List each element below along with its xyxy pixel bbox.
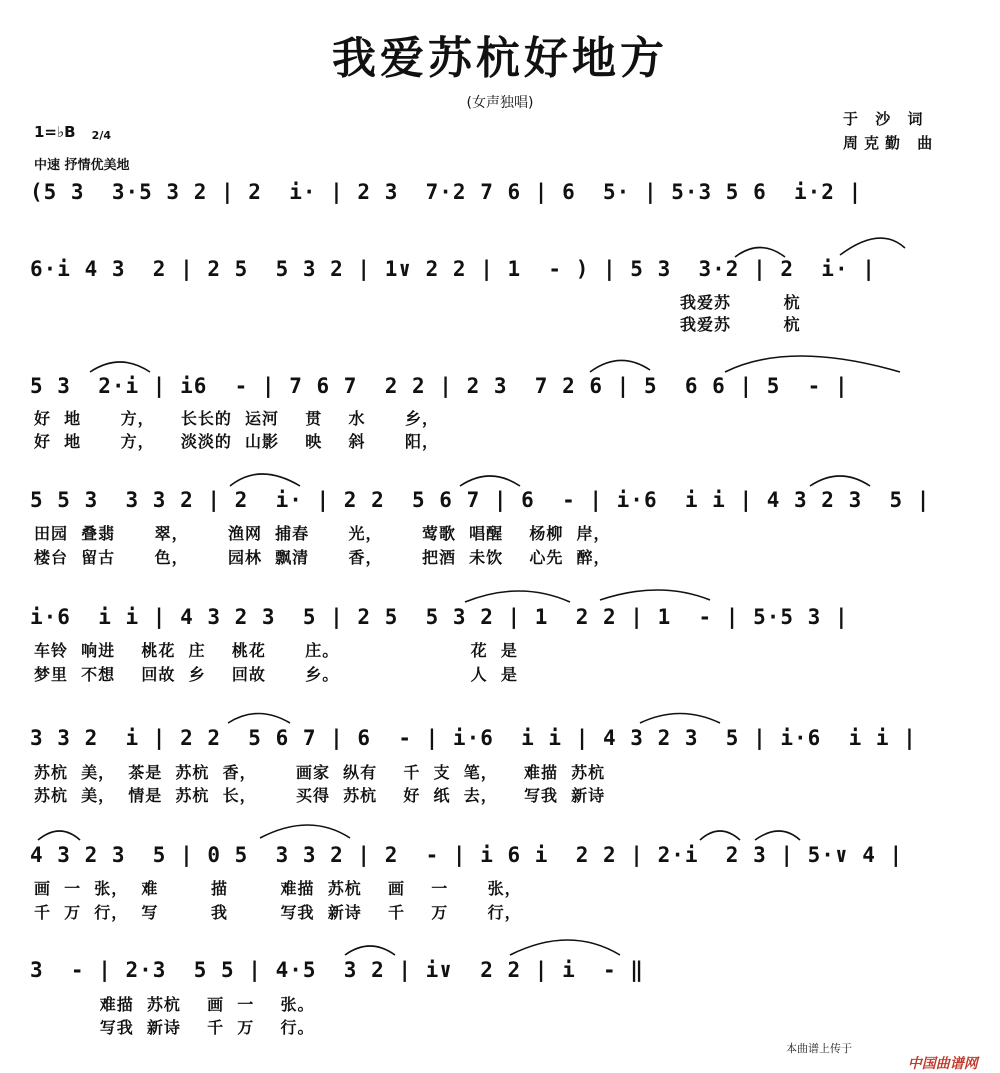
score-row-1-notes: (5 3 3·5 3 2 | 2 i· | 2 3 7·2 7 6 | 6 5· | 5·3 5 6 i·2 | [30, 180, 863, 204]
score-row-5-notes: i·6 i i | 4 3 2 3 5 | 2 5 5 3 2 | 1 2 2 | 1 - | 5·5 3 | [30, 605, 849, 629]
score-row-3-lyric-1: 好 地 方， 长长的 运河 贯 水 乡， [34, 409, 439, 428]
score-row-3-notes: 5 3 2·i | i6 - | 7 6 7 2 2 | 2 3 7 2 6 | 5 6 6 | 5 - | [30, 374, 849, 398]
tempo-marking: 中速 抒情优美地 [34, 158, 130, 173]
score-row-5-lyric-1: 车铃 响进 桃花 庄 桃花 庄。 花 是 [34, 641, 518, 660]
score-row-3-lyric-2: 好 地 方， 淡淡的 山影 映 斜 阳， [34, 432, 439, 451]
score-row-8-lyric-1: 难描 苏杭 画 一 张。 [34, 995, 315, 1014]
score-row-6-notes: 3 3 2 i | 2 2 5 6 7 | 6 - | i·6 i i | 4 3 2 3 5 | i·6 i i | [30, 726, 917, 750]
site-logo [898, 1037, 978, 1073]
time-signature-text: 2/4 [91, 129, 111, 142]
score-row-5-lyric-2: 梦里 不想 回故 乡 回故 乡。 人 是 [34, 665, 518, 684]
score-row-4-lyric-1: 田园 叠翡 翠， 渔网 捕春 光， 莺歌 唱醒 杨柳 岸， [34, 524, 611, 543]
score-row-7-lyric-1: 画 一 张， 难 描 难描 苏杭 画 一 张， [34, 879, 522, 898]
song-subtitle: (女声独唱) [466, 95, 534, 111]
key-signature: 1=♭B [34, 123, 76, 141]
score-row-8-lyric-2: 写我 新诗 千 万 行。 [34, 1018, 315, 1037]
score-row-7-lyric-2: 千 万 行， 写 我 写我 新诗 千 万 行， [34, 903, 522, 922]
score-row-4-lyric-2: 楼台 留古 色， 园林 飘清 香， 把酒 未饮 心先 醉， [34, 548, 611, 567]
composer-credit: 周克勤 曲 [843, 134, 939, 152]
score-row-2-lyric-2: 我爱苏 杭 [680, 315, 801, 334]
song-title: 我爱苏杭好地方 [332, 33, 668, 84]
score-row-4-notes: 5 5 3 3 3 2 | 2 i· | 2 2 5 6 7 | 6 - | i·6 i i | 4 3 2 3 5 | [30, 488, 931, 512]
score-row-2-lyric-1: 我爱苏 杭 [680, 293, 801, 312]
footer-upload-text: 本曲谱上传于 [786, 1042, 852, 1055]
score-row-6-lyric-1: 苏杭 美， 茶是 苏杭 香， 画家 纵有 千 支 笔， 难描 苏杭 [34, 763, 606, 782]
site-logo-text: 中国曲谱网 [907, 1056, 978, 1072]
score-row-6-lyric-2: 苏杭 美， 情是 苏杭 长， 买得 苏杭 好 纸 去， 写我 新诗 [34, 786, 606, 805]
lyricist-credit: 于 沙 词 [843, 110, 929, 128]
score-row-2-notes: 6·i 4 3 2 | 2 5 5 3 2 | 1∨ 2 2 | 1 - ) | 5 3 3·2 | 2 i· | [30, 257, 876, 281]
score-row-7-notes: 4 3 2 3 5 | 0 5 3 3 2 | 2 - | i 6 i 2 2 | 2·i 2 3 | 5·∨ 4 | [30, 843, 904, 867]
score-row-8-notes: 3 - | 2·3 5 5 | 4·5 3 2 | i∨ 2 2 | i - ‖ [30, 958, 644, 982]
